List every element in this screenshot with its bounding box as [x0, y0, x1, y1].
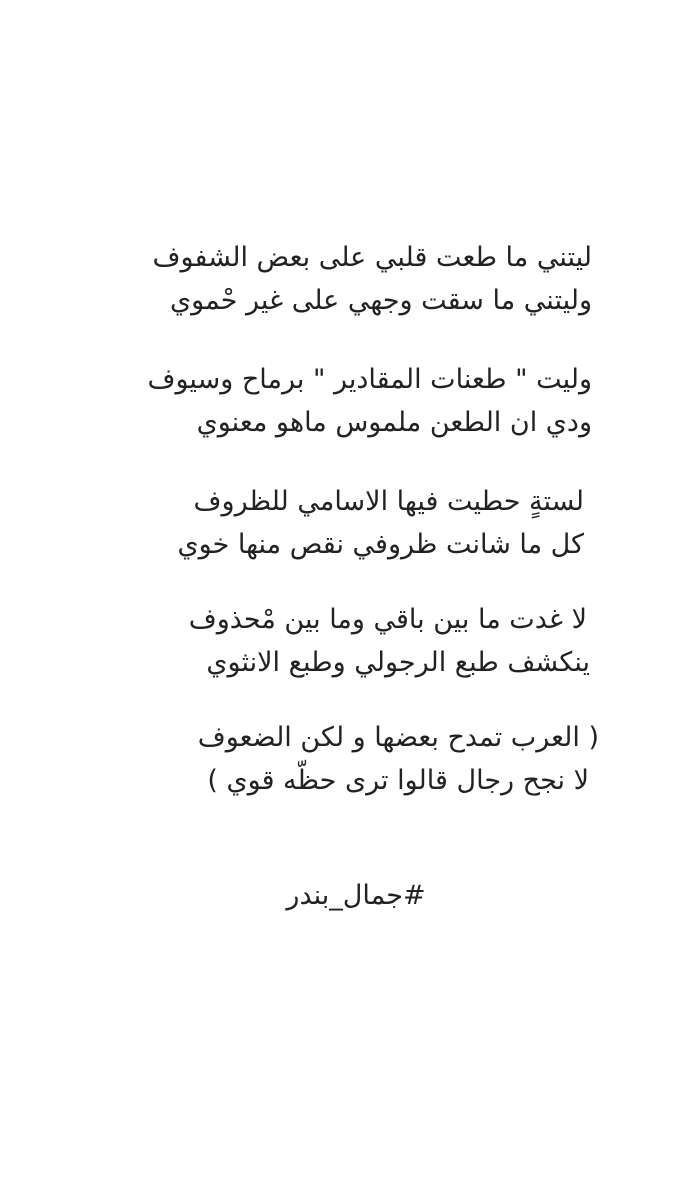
- hashtag-text: #جمال_بندر: [286, 880, 426, 911]
- poem-line: كل ما شانت ظروفي نقص منها خوي: [177, 529, 584, 560]
- author-hashtag: [0, 876, 700, 916]
- poem-line: لا غدت ما بين باقي وما بين مْحذوف: [188, 604, 587, 635]
- poem-line: ينكشف طبع الرجولي وطبع الانثوي: [206, 647, 590, 678]
- poem-line: ليتني ما طعت قلبي على بعض الشفوف: [152, 242, 592, 273]
- poem-line: لستةٍ حطيت فيها الاسامي للظروف: [193, 486, 584, 517]
- poem-line: وليتني ما سقت وجهي على غير حْموي: [170, 285, 592, 316]
- poem-line: ( العرب تمدح بعضها و لكن الضعوف: [197, 722, 599, 753]
- poem-line: ودي ان الطعن ملموس ماهو معنوي: [196, 407, 592, 438]
- poem-line: لا نجح رجال قالوا ترى حظّه قوي ): [207, 765, 589, 796]
- poem-line: وليت " طعنات المقادير " برماح وسيوف: [147, 364, 592, 395]
